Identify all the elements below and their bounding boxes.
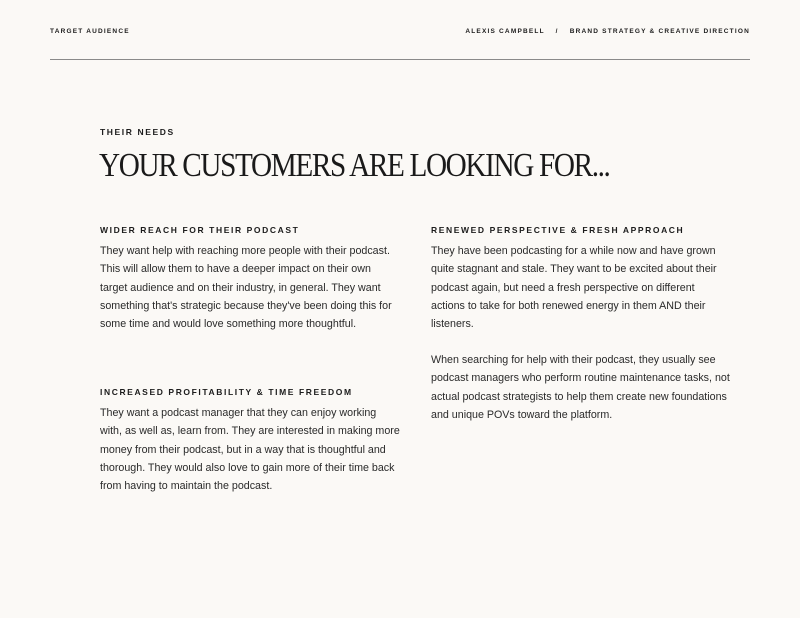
section-heading-wider-reach: WIDER REACH FOR THEIR PODCAST [100, 225, 300, 235]
section-heading-perspective: RENEWED PERSPECTIVE & FRESH APPROACH [431, 225, 685, 235]
section-body-perspective: They have been podcasting for a while now and have grown quite stagnant and stale. They want to be excited about their podcast again, but need a fresh perspective on different actions to take for both renewed energy in them AND their listeners. [431, 245, 717, 331]
section-heading-profitability: INCREASED PROFITABILITY & TIME FREEDOM [100, 387, 353, 397]
section-body-profitability: They want a podcast manager that they can enjoy working with, as well as, learn from. They are interested in making more money from their podcast, but in a way that is thoughtful and thorough. They would also love to gain more of their time back from having to maintain the podcast. [100, 407, 400, 493]
author-credit [465, 28, 750, 35]
section-label: TARGET AUDIENCE [50, 28, 130, 35]
page-title: YOUR CUSTOMERS ARE LOOKING FOR... [99, 147, 610, 184]
author-role: BRAND STRATEGY & CREATIVE DIRECTION [569, 28, 750, 35]
eyebrow-label: THEIR NEEDS [100, 127, 175, 137]
author-name: ALEXIS CAMPBELL [465, 28, 545, 35]
section-body-perspective-2: When searching for help with their podcast, they usually see podcast managers who perform routine maintenance tasks, not actual podcast strategists to help them create new foundations and unique POVs toward the platform. [431, 354, 730, 421]
section-body-wider-reach: They want help with reaching more people with their podcast. This will allow them to have a deeper impact on their own target audience and on their industry, in general. They want something that's strategic because they've been doing this for some time and would love something more thoughtful. [100, 245, 392, 331]
page-header [50, 28, 750, 42]
header-separator: / [555, 28, 559, 35]
header-divider [50, 59, 750, 60]
